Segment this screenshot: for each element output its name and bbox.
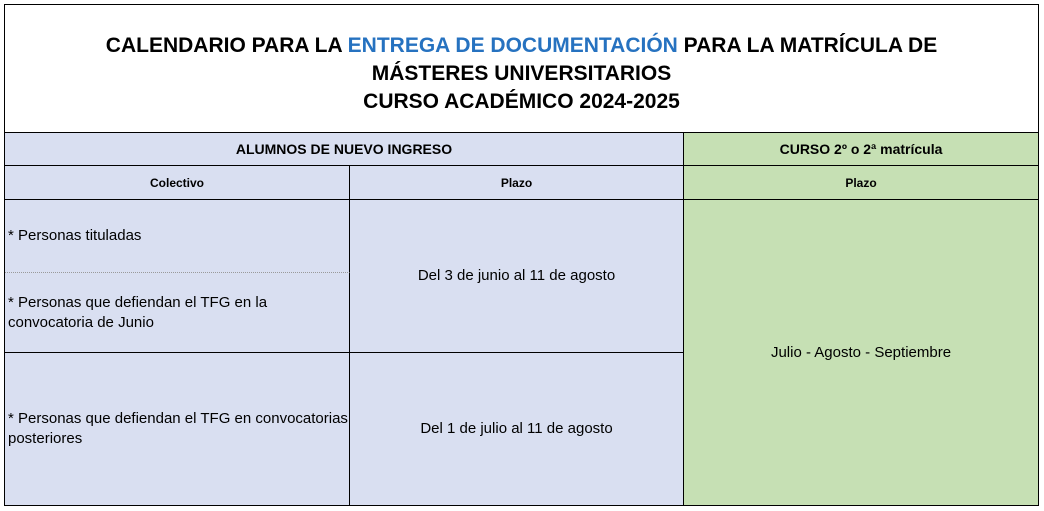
title-prefix: CALENDARIO PARA LA bbox=[105, 34, 348, 57]
plazo-cell bbox=[350, 353, 684, 505]
header-plazo-right bbox=[684, 166, 1038, 200]
title-block bbox=[5, 5, 1038, 133]
calendar-sheet bbox=[4, 4, 1039, 506]
header-plazo bbox=[350, 166, 684, 200]
title-suffix: PARA LA MATRÍCULA DE bbox=[677, 34, 938, 57]
title-line-3: CURSO ACADÉMICO 2024-2025 bbox=[363, 90, 680, 113]
colectivo-label: * Personas que defiendan el TFG en la convocatoria de Junio bbox=[8, 293, 268, 331]
title-highlight: ENTREGA DE DOCUMENTACIÓN bbox=[347, 34, 678, 57]
colectivo-row bbox=[5, 353, 350, 505]
colectivo-label: * Personas tituladas bbox=[8, 227, 142, 244]
title-line-1 bbox=[5, 5, 1038, 60]
title-line-2: MÁSTERES UNIVERSITARIOS bbox=[371, 62, 672, 85]
header-second-year-label: CURSO 2º o 2ª matrícula bbox=[779, 141, 943, 157]
header-colectivo bbox=[5, 166, 350, 200]
colectivo-row bbox=[5, 273, 350, 353]
colectivo-row bbox=[5, 200, 350, 273]
plazo-value: Del 3 de junio al 11 de agosto bbox=[417, 267, 616, 284]
header-plazo-right-label: Plazo bbox=[845, 175, 877, 190]
header-second-year bbox=[684, 133, 1038, 166]
header-colectivo-label: Colectivo bbox=[149, 175, 204, 190]
colectivo-label: * Personas que defiendan el TFG en convocatorias posteriores bbox=[8, 410, 348, 447]
plazo-value: Del 1 de julio al 11 de agosto bbox=[420, 420, 613, 437]
header-plazo-label: Plazo bbox=[500, 175, 533, 190]
plazo-right-cell bbox=[684, 200, 1038, 505]
header-new-students-label: ALUMNOS DE NUEVO INGRESO bbox=[235, 141, 453, 157]
header-new-students bbox=[5, 133, 684, 166]
plazo-cell bbox=[350, 200, 684, 353]
plazo-right-value: Julio - Agosto - Septiembre bbox=[770, 343, 952, 361]
